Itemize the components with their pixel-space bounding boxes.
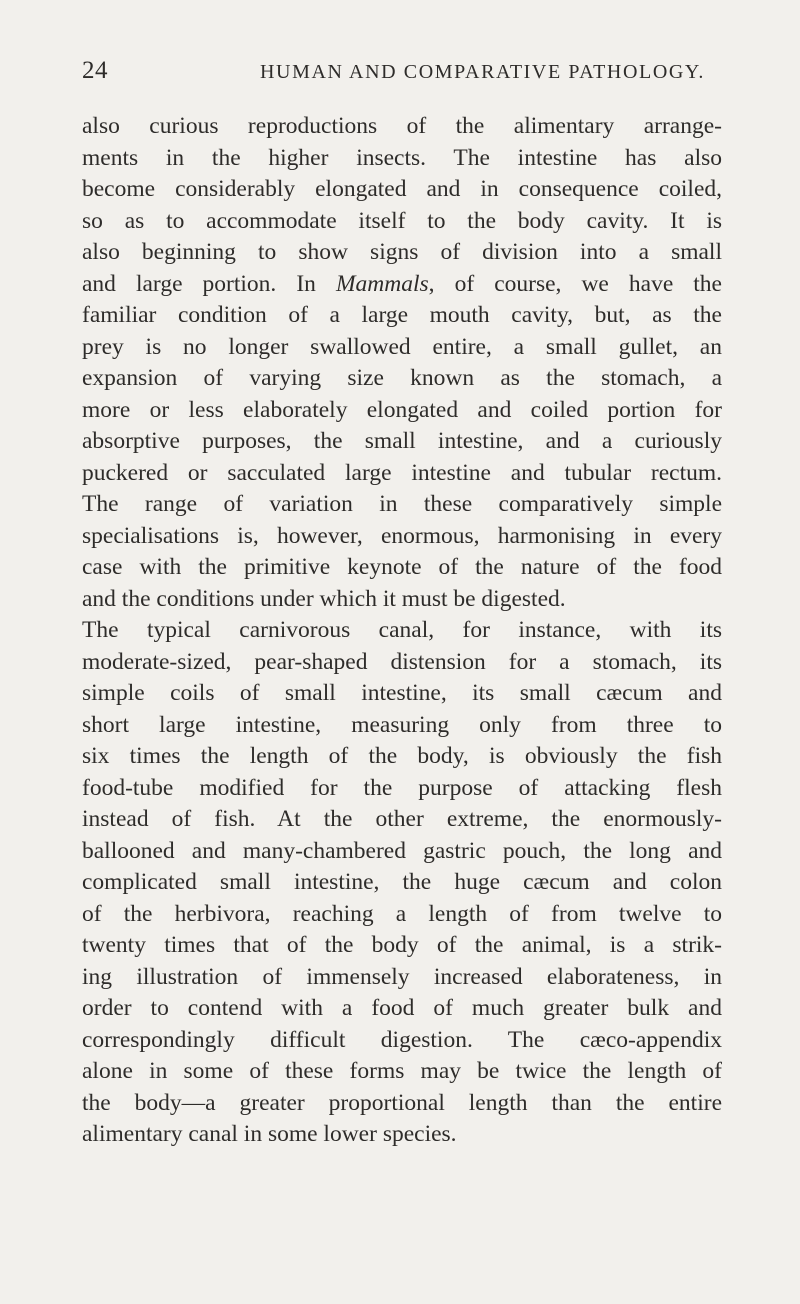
text-line: expansion of varying size known as the stomach, a <box>82 365 722 391</box>
page-header <box>82 56 722 86</box>
text-line: puckered or sacculated large intestine and tubular rectum. <box>82 459 722 486</box>
text-line: ing illustration of immensely increased elaborateness, in <box>82 963 722 990</box>
text-line: The typical carnivorous canal, for instance, with its <box>82 617 722 643</box>
text-line: moderate-sized, pear-shaped distension for a stomach, its <box>82 648 722 675</box>
text-line: ballooned and many-chambered gastric pouch, the long and <box>82 837 722 864</box>
text-line: twenty times that of the body of the animal, is a strik- <box>82 932 722 958</box>
text-line: also curious reproductions of the alimentary arrange- <box>82 113 722 139</box>
text-line: short large intestine, measuring only from three to <box>82 711 722 738</box>
text-line: so as to accommodate itself to the body cavity. It is <box>82 207 722 234</box>
body-text <box>82 111 722 1151</box>
text-line: also beginning to show signs of division into a small <box>82 239 722 265</box>
text-line: absorptive purposes, the small intestine, and a curiously <box>82 428 722 454</box>
text-line: alone in some of these forms may be twice the length of <box>82 1058 722 1084</box>
text-line: The range of variation in these comparatively simple <box>82 491 722 517</box>
page-number: 24 <box>82 57 108 84</box>
text-line: order to contend with a food of much greater bulk and <box>82 995 722 1021</box>
text-line: six times the length of the body, is obviously the fish <box>82 743 722 769</box>
text-line: and large portion. In Mammals, of course, we have the <box>82 270 722 297</box>
text-line: familiar condition of a large mouth cavity, but, as the <box>82 302 722 328</box>
text-line: more or less elaborately elongated and coiled portion for <box>82 396 722 423</box>
text-line: become considerably elongated and in consequence coiled, <box>82 176 722 202</box>
text-line: and the conditions under which it must be digested. <box>82 585 566 612</box>
text-line: food-tube modified for the purpose of attacking flesh <box>82 774 722 801</box>
text-line: ments in the higher insects. The intestine has also <box>82 144 722 171</box>
text-line: specialisations is, however, enormous, harmonising in every <box>82 522 722 549</box>
text-line: prey is no longer swallowed entire, a small gullet, an <box>82 333 722 360</box>
running-title: HUMAN AND COMPARATIVE PATHOLOGY. <box>260 61 705 83</box>
text-line: instead of fish. At the other extreme, the enormously- <box>82 806 722 832</box>
text-line: of the herbivora, reaching a length of from twelve to <box>82 900 722 927</box>
text-line: alimentary canal in some lower species. <box>82 1121 457 1147</box>
text-line: case with the primitive keynote of the nature of the food <box>82 554 722 580</box>
text-line: simple coils of small intestine, its small cæcum and <box>82 680 722 706</box>
text-line: correspondingly difficult digestion. The cæco-appendix <box>82 1026 722 1053</box>
text-line: complicated small intestine, the huge cæcum and colon <box>82 869 722 895</box>
text-line: the body—a greater proportional length than the entire <box>82 1089 722 1116</box>
